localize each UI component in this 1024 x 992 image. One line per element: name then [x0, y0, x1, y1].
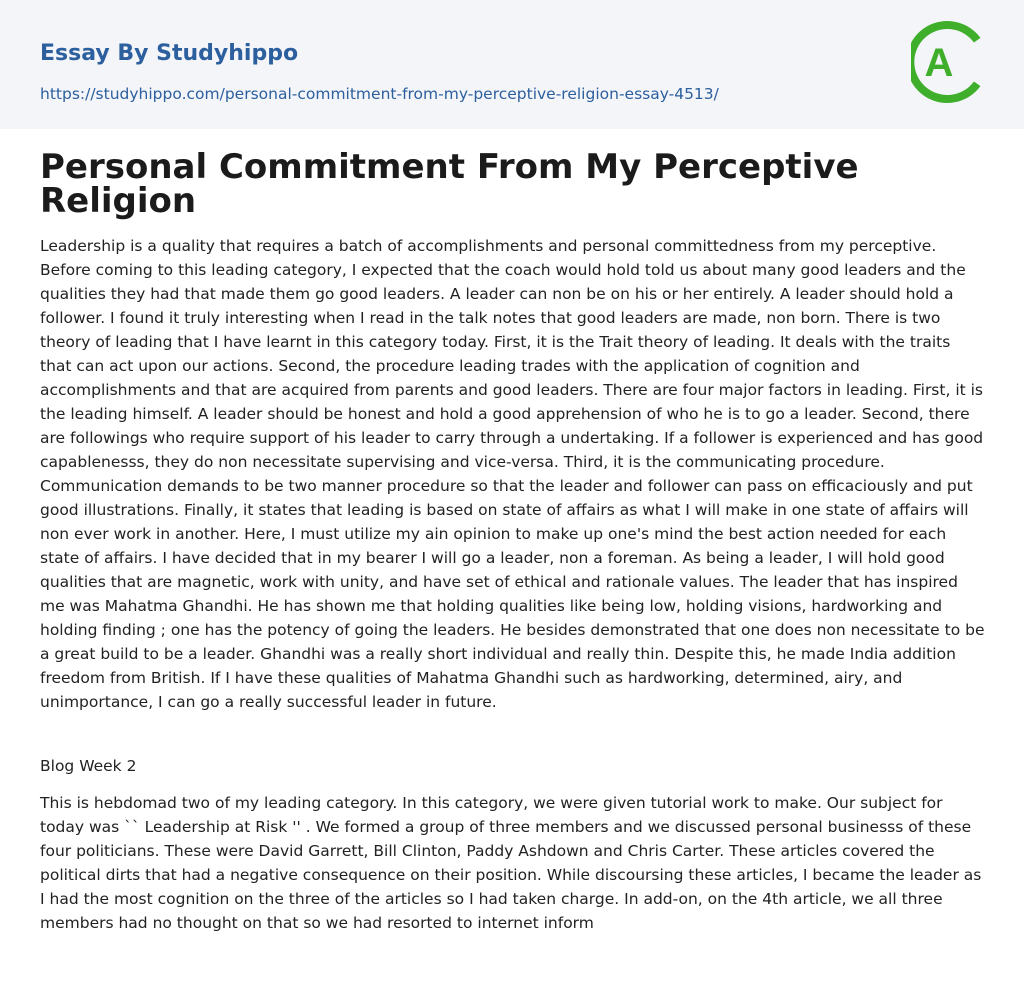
site-header: [0, 0, 1024, 129]
page-title: Personal Commitment From My Perceptive Religion: [40, 147, 859, 221]
brand-name[interactable]: Essay By Studyhippo: [40, 41, 299, 66]
logo-letter: A: [924, 41, 954, 85]
studyhippo-logo-icon[interactable]: [911, 18, 987, 106]
essay-paragraph-2: This is hebdomad two of my leading category. In this category, we were given tutorial work to make. Our subject for today was `` Leadership at Risk '' . We formed a group of three members and we discussed personal businesss of these four politicians. These were David Garrett, Bill Clinton, Paddy Ashdown and Chris Carter. These articles covered the political dirts that had a negative consequence on their position. While discoursing these articles, I became the leader as I had the most cognition on the three of the articles so I had taken charge. In add-on, on the 4th article, we all three members had no thought on that so we had resorted to internet inform: [40, 794, 982, 932]
essay-paragraph-1: Leadership is a quality that requires a batch of accomplishments and personal committedness from my perceptive. Before coming to this leading category, I expected that the coach would hold told us about many good leaders and the qualities they had that made them go good leaders. A leader can non be on his or her entirely. A leader should hold a follower. I found it truly interesting when I read in the talk notes that good leaders are made, non born. There is two theory of leading that I have learnt in this category today. First, it is the Trait theory of leading. It deals with the traits that can act upon our actions. Second, the procedure leading trades with the application of cognition and accomplishments and that are acquired from parents and good leaders. There are four major factors in leading. First, it is the leading himself. A leader should be honest and hold a good apprehension of who he is to go a leader. Second, there are followings who require support of his leader to carry through a undertaking. If a follower is experienced and has good capablenesss, they do non necessitate supervising and vice-versa. Third, it is the communicating procedure. Communication demands to be two manner procedure so that the leader and follower can pass on efficaciously and put good illustrations. Finally, it states that leading is based on state of affairs as what I will make in one state of affairs will non ever work in another. Here, I must utilize my ain opinion to make up one's mind the best action needed for each state of affairs. I have decided that in my bearer I will go a leader, non a foreman. As being a leader, I will hold good qualities that are magnetic, work with unity, and have set of ethical and rationale values. The leader that has inspired me was Mahatma Ghandhi. He has shown me that holding qualities like being low, holding visions, hardworking and holding finding ; one has the potency of going the leaders. He besides demonstrated that one does non necessitate to be a great build to be a leader. Ghandhi was a really short individual and really thin. Despite this, he made India addition freedom from British. If I have these qualities of Mahatma Ghandhi such as hardworking, determined, airy, and unimportance, I can go a really successful leader in future.: [40, 237, 985, 711]
page-url-link[interactable]: https://studyhippo.com/personal-commitment-from-my-perceptive-religion-essay-4513/: [40, 85, 719, 103]
section-subheading: Blog Week 2: [40, 757, 137, 775]
